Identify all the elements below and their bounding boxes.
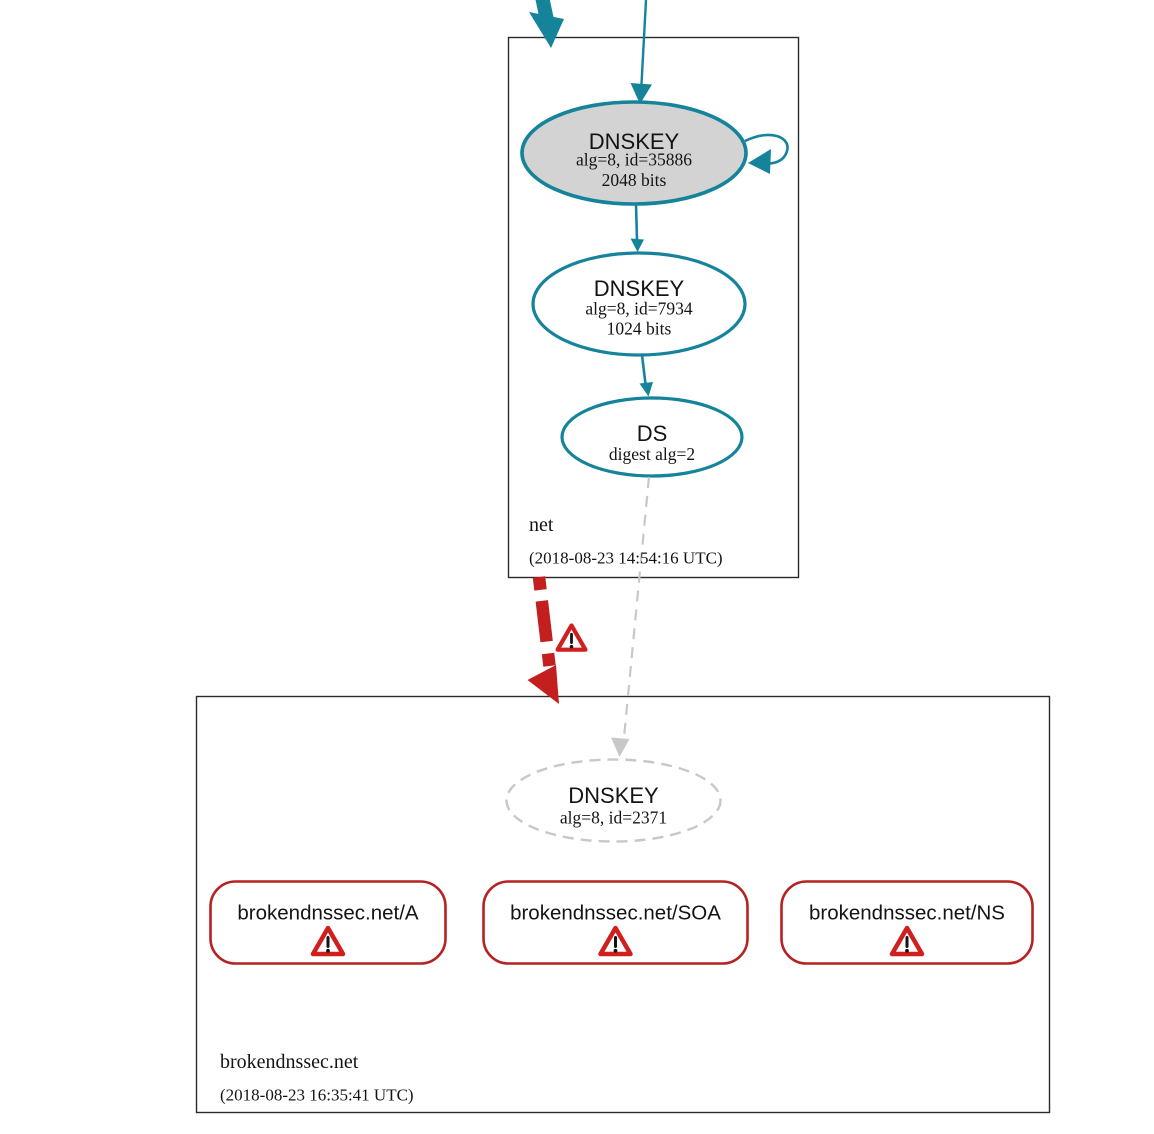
rrset-ns-label: brokendnssec.net/NS xyxy=(808,901,1006,925)
dnskey-ksk-title: DNSKEY xyxy=(588,129,680,154)
node-rrset-a[interactable] xyxy=(211,882,446,964)
warning-exclamation-dot xyxy=(905,949,909,953)
dnskey-ksk-selfloop-arrowhead xyxy=(748,149,771,174)
ds-title: DS xyxy=(636,421,668,446)
edge-bogus-delegation xyxy=(528,577,560,704)
ds-detail1: digest alg=2 xyxy=(608,444,696,464)
edge-zsk-ds-arrowhead xyxy=(640,382,654,397)
warning-exclamation-dot xyxy=(570,645,574,649)
edge-ksk-zsk-arrowhead xyxy=(631,239,645,253)
edge-ds-child-arrowhead xyxy=(611,738,630,758)
dnskey-ksk-detail1: alg=8, id=35886 xyxy=(576,149,692,170)
edge-incoming-thick-arrowhead xyxy=(529,12,564,48)
dnskey-ksk-detail2: 2048 bits xyxy=(601,170,667,190)
edge-incoming-thick xyxy=(529,0,564,48)
dnskey-zsk-detail1: alg=8, id=7934 xyxy=(585,298,693,319)
rrset-soa-label: brokendnssec.net/SOA xyxy=(510,901,721,925)
edge-ds-to-child-dnskey xyxy=(611,477,649,757)
rrset-a-label: brokendnssec.net/A xyxy=(237,901,419,925)
edge-zsk-to-ds xyxy=(640,355,654,397)
edge-bogus-arrowhead xyxy=(528,665,560,704)
edge-ksk-to-zsk xyxy=(631,204,645,252)
node-child-dnskey[interactable] xyxy=(507,760,721,842)
child-dnskey-detail1: alg=8, id=2371 xyxy=(559,807,668,828)
dnskey-zsk-detail2: 1024 bits xyxy=(606,318,672,339)
zone-timestamp-net: (2018-08-23 14:54:16 UTC) xyxy=(529,548,723,568)
node-dnskey-zsk[interactable] xyxy=(533,253,745,355)
edge-incoming-thin-shaft xyxy=(642,0,647,84)
node-dnskey-ksk[interactable] xyxy=(522,102,788,204)
warning-exclamation-dot xyxy=(614,949,618,953)
edge-bogus-shaft xyxy=(539,577,550,666)
edge-incoming-thin xyxy=(631,0,653,104)
node-rrset-ns[interactable] xyxy=(782,882,1033,964)
warning-exclamation-dot xyxy=(326,949,330,953)
warning-icon xyxy=(558,625,586,649)
dnskey-zsk-title: DNSKEY xyxy=(593,276,685,301)
edge-ksk-zsk-shaft xyxy=(636,204,637,240)
edge-zsk-ds-shaft xyxy=(642,355,646,384)
child-dnskey-title: DNSKEY xyxy=(568,783,659,808)
zone-timestamp-brokendnssec-net: (2018-08-23 16:35:41 UTC) xyxy=(220,1085,414,1105)
node-ds[interactable] xyxy=(562,398,742,476)
zone-label-brokendnssec-net: brokendnssec.net xyxy=(220,1051,359,1073)
node-rrset-soa[interactable] xyxy=(484,882,748,964)
zone-label-net: net xyxy=(529,514,554,536)
edge-ds-child-shaft xyxy=(623,477,649,748)
